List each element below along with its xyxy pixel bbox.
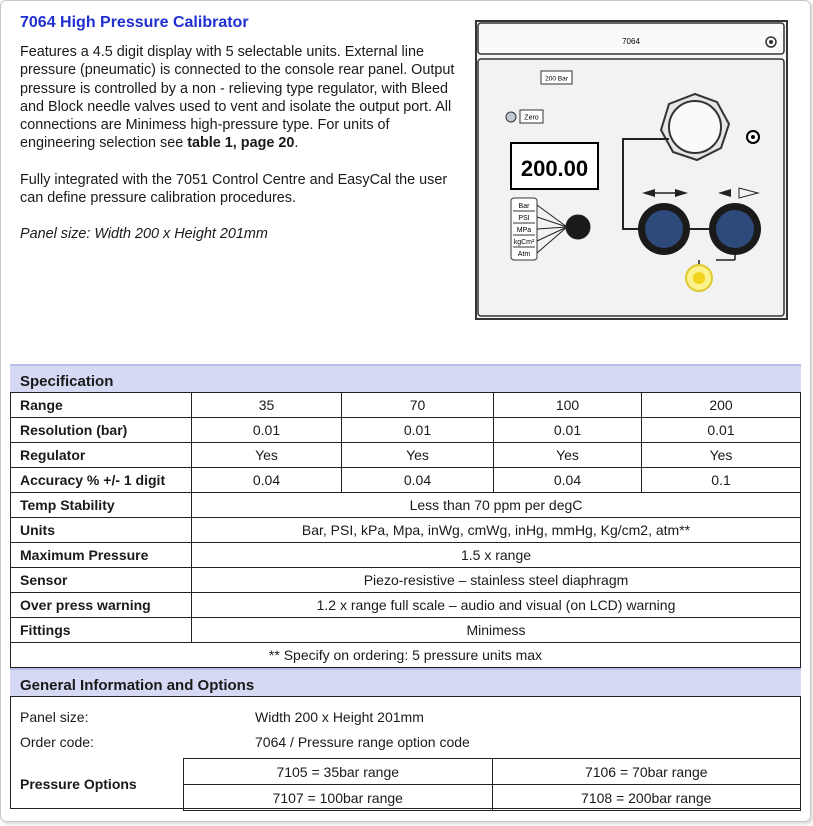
row-label: Resolution (bar) [11, 418, 192, 443]
unit-label-1: PSI [518, 215, 530, 222]
table-cell: 0.01 [494, 418, 642, 443]
option-cell: 7107 = 100bar range [184, 785, 493, 811]
zero-button-label: Zero [524, 114, 539, 122]
table-reference-link[interactable]: table 1, page 20 [187, 135, 295, 152]
specification-heading: Specification [10, 364, 801, 393]
table-cell: 1.2 x range full scale – audio and visual (on LCD) warning [192, 593, 801, 618]
general-info-box [10, 696, 801, 809]
table-cell: 0.04 [494, 468, 642, 493]
warning-lamp-icon [686, 265, 712, 291]
table-cell: 1.5 x range [192, 543, 801, 568]
table-cell: 200 [642, 393, 801, 418]
general-info-heading: General Information and Options [10, 668, 801, 697]
range-tag-label: 200 Bar [545, 75, 568, 83]
order-code-value: 7064 / Pressure range option code [255, 734, 470, 750]
panel-size-note: Panel size: Width 200 x Height 201mm [20, 226, 268, 243]
table-cell: Minimess [192, 618, 801, 643]
row-label: Sensor [11, 568, 192, 593]
table-row [11, 393, 801, 418]
row-label: Fittings [11, 618, 192, 643]
pressure-options-table [183, 758, 801, 811]
table-row [11, 593, 801, 618]
panel-size-label: Panel size: [20, 709, 89, 725]
table-row [11, 443, 801, 468]
row-label: Units [11, 518, 192, 543]
table-row [11, 518, 801, 543]
output-port-icon [747, 131, 759, 143]
row-label: Over press warning [11, 593, 192, 618]
product-description [20, 43, 465, 262]
description-text: Features a 4.5 digit display with 5 selectable units. External line pressure (pneumatic) is connected to the console rear panel. Output pressure is controlled by a non - relieving type regulator, with Bleed and Block needle valves used to vent and isolate the output port. All connections are Minimess high-pressure type. For units of engineering selection see [20, 44, 455, 152]
unit-label-0: Bar [518, 203, 530, 210]
table-cell: 0.01 [642, 418, 801, 443]
bleed-valve-icon [638, 203, 690, 255]
front-panel-drawing [477, 22, 786, 318]
table-cell: 0.04 [342, 468, 494, 493]
spec-table-body [11, 393, 801, 668]
option-cell: 7105 = 35bar range [184, 759, 493, 785]
table-cell: 0.01 [192, 418, 342, 443]
table-cell: Piezo-resistive – stainless steel diaphragm [192, 568, 801, 593]
table-cell: Yes [342, 443, 494, 468]
table-cell: 0.01 [342, 418, 494, 443]
table-row [11, 493, 801, 518]
block-valve-icon [709, 203, 761, 255]
display-reading: 200.00 [520, 156, 589, 181]
table-row [184, 759, 801, 785]
table-row [11, 568, 801, 593]
unit-label-4: Atm [517, 251, 531, 258]
table-cell: Less than 70 ppm per degC [192, 493, 801, 518]
option-cell: 7108 = 200bar range [492, 785, 801, 811]
table-row [11, 618, 801, 643]
row-label: Maximum Pressure [11, 543, 192, 568]
unit-label-3: kgCm² [513, 239, 535, 246]
panel-size-value: Width 200 x Height 201mm [255, 709, 424, 725]
table-cell: Yes [494, 443, 642, 468]
product-title: 7064 High Pressure Calibrator [20, 14, 249, 31]
table-row [11, 543, 801, 568]
table-cell: Bar, PSI, kPa, Mpa, inWg, cmWg, inHg, mmHg, Kg/cm2, atm** [192, 518, 801, 543]
option-cell: 7106 = 70bar range [492, 759, 801, 785]
table-cell: Yes [642, 443, 801, 468]
description-paragraph-2: Fully integrated with the 7051 Control Centre and EasyCal the user can define pressure calibration procedures. [20, 171, 448, 207]
panel-model-label: 7064 [622, 37, 640, 46]
row-label: Range [11, 393, 192, 418]
unit-label-2: MPa [516, 227, 532, 234]
table-cell: Yes [192, 443, 342, 468]
table-row [11, 418, 801, 443]
row-label: Accuracy % +/- 1 digit [11, 468, 192, 493]
spec-footnote: ** Specify on ordering: 5 pressure units max [11, 643, 801, 668]
description-paragraph-1 [20, 43, 465, 153]
row-label: Regulator [11, 443, 192, 468]
table-cell: 0.1 [642, 468, 801, 493]
front-panel-image [475, 20, 788, 320]
pressure-options-label: Pressure Options [20, 776, 137, 792]
row-label: Temp Stability [11, 493, 192, 518]
description-period: . [294, 135, 299, 152]
table-row [184, 785, 801, 811]
specification-table [10, 392, 801, 668]
regulator-knob-icon [661, 94, 729, 160]
table-cell: 100 [494, 393, 642, 418]
table-cell: 70 [342, 393, 494, 418]
order-code-label: Order code: [20, 734, 94, 750]
table-row [11, 468, 801, 493]
table-cell: 35 [192, 393, 342, 418]
table-cell: 0.04 [192, 468, 342, 493]
zero-button-icon [506, 112, 516, 122]
table-row [11, 643, 801, 668]
